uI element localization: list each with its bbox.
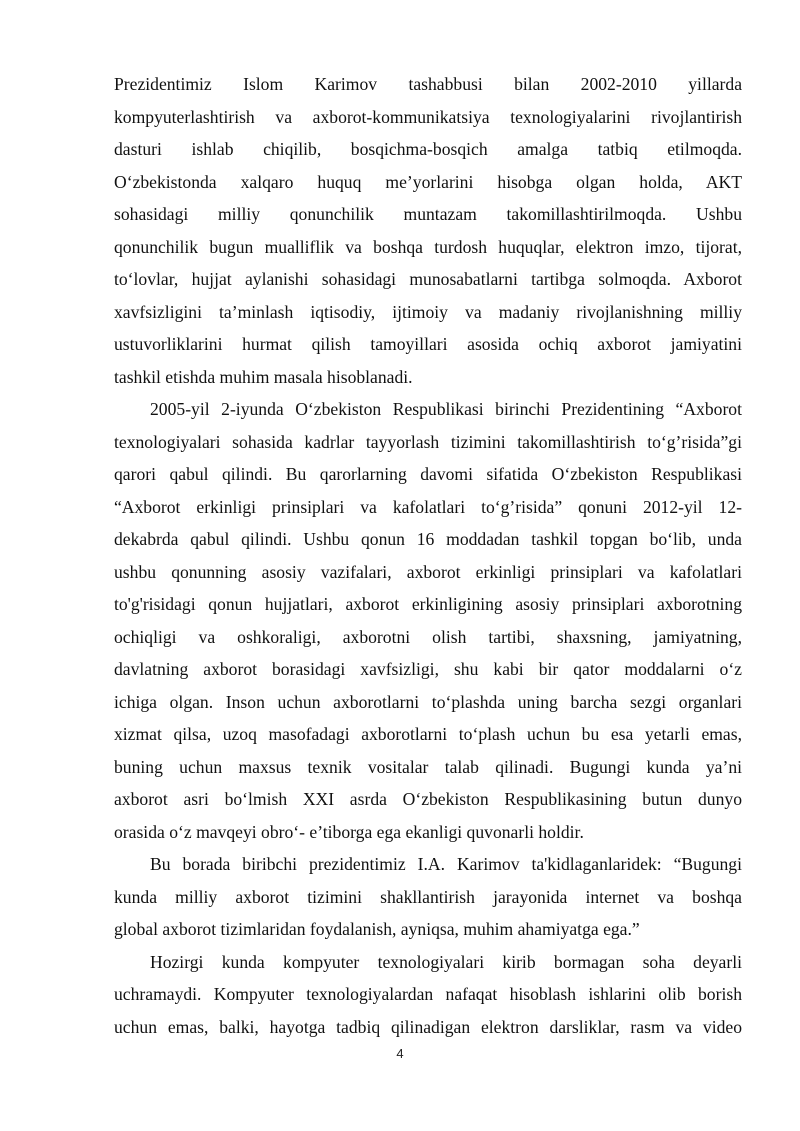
paragraph-first-line: Bu borada biribchi prezidentimiz I.A. Karimov ta'kidlaganlaridek: “Bugungi (150, 854, 742, 874)
text-line: buning uchun maxsus texnik vositalar talab qilinadi. Bugungi kunda ya’ni (114, 756, 742, 777)
text-line: kompyuterlashtirish va axborot-kommunikatsiya texnologiyalarini rivojlantirish (114, 106, 742, 127)
text-line: ushbu qonunning asosiy vazifalari, axborot erkinligi prinsiplari va kafolatlari (114, 561, 742, 582)
text-line: ichiga olgan. Inson uchun axborotlarni to‘plashda uning barcha sezgi organlari (114, 691, 742, 712)
text-line: dasturi ishlab chiqilib, bosqichma-bosqich amalga tatbiq etilmoqda. (114, 139, 742, 159)
text-line: ochiqligi va oshkoraligi, axborotni olish tartibi, shaxsning, jamiyatning, (114, 626, 742, 647)
text-line: dekabrda qabul qilindi. Ushbu qonun 16 moddadan tashkil topgan bo‘lib, unda (114, 529, 742, 549)
text-line: global axborot tizimlaridan foydalanish, ayniqsa, muhim ahamiyatga ega.” (114, 919, 640, 939)
text-line: to‘lovlar, hujjat aylanishi sohasidagi munosabatlarni tartibga solmoqda. Axborot (114, 269, 742, 289)
text-line: O‘zbekistonda xalqaro huquq me’yorlarini hisobga olgan holda, AKT (114, 171, 742, 192)
text-line: orasida o‘z mavqeyi obro‘- e’tiborga ega ekanligi quvonarli holdir. (114, 821, 584, 842)
paragraph-first-line: 2005-yil 2-iyunda O‘zbekiston Respublikasi birinchi Prezidentining “Axborot (150, 399, 742, 419)
text-line: to'g'risidagi qonun hujjatlari, axborot erkinligining asosiy prinsiplari axborotning (114, 594, 742, 614)
text-line: kunda milliy axborot tizimini shakllantirish jarayonida internet va boshqa (114, 886, 742, 907)
text-line: ustuvorliklarini hurmat qilish tamoyillari asosida ochiq axborot jamiyatini (114, 334, 742, 354)
text-line: uchramaydi. Kompyuter texnologiyalardan nafaqat hisoblash ishlarini olib borish (114, 984, 742, 1004)
text-line: qarori qabul qilindi. Bu qarorlarning davomi sifatida O‘zbekiston Respublikasi (114, 464, 742, 484)
paragraph-first-line: Hozirgi kunda kompyuter texnologiyalari kirib bormagan soha deyarli (150, 951, 742, 972)
text-line: tashkil etishda muhim masala hisoblanadi. (114, 366, 413, 387)
text-line: Prezidentimiz Islom Karimov tashabbusi bilan 2002-2010 yillarda (114, 74, 742, 94)
text-line: axborot asri bo‘lmish XXI asrda O‘zbekiston Respublikasining butun dunyo (114, 789, 742, 809)
text-line: qonunchilik bugun mualliflik va boshqa turdosh huquqlar, elektron imzo, tijorat, (114, 236, 742, 257)
text-line: “Axborot erkinligi prinsiplari va kafolatlari to‘g’risida” qonuni 2012-yil 12- (114, 496, 742, 517)
text-line: sohasidagi milliy qonunchilik muntazam takomillashtirilmoqda. Ushbu (114, 204, 742, 224)
text-line: xizmat qilsa, uzoq masofadagi axborotlarni to‘plash uchun bu esa yetarli emas, (114, 724, 742, 744)
text-line: davlatning axborot borasidagi xavfsizligi, shu kabi bir qator moddalarni o‘z (114, 659, 742, 679)
page-number: 4 (396, 1046, 404, 1061)
text-line: texnologiyalari sohasida kadrlar tayyorlash tizimini takomillashtirish to‘g’risida”gi (114, 431, 742, 452)
text-line: xavfsizligini ta’minlash iqtisodiy, ijtimoiy va madaniy rivojlanishning milliy (114, 301, 742, 322)
text-line: uchun emas, balki, hayotga tadbiq qilinadigan elektron darsliklar, rasm va video (114, 1016, 742, 1037)
document-page (114, 68, 742, 1043)
